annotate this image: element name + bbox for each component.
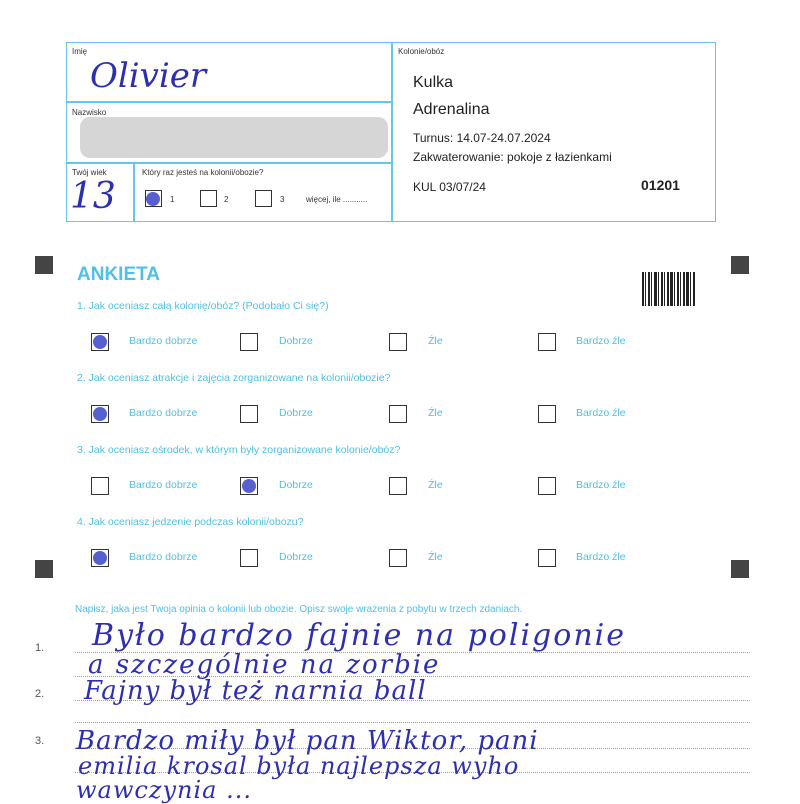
rating-checkmark (242, 479, 256, 493)
rating-checkbox[interactable] (538, 405, 556, 423)
handwritten-line-6: wawczynia ... (76, 776, 252, 804)
rating-option-label: Dobrze (279, 335, 313, 347)
rating-option-label: Dobrze (279, 479, 313, 491)
times-checkbox-3[interactable] (255, 190, 272, 207)
header-divider-age (133, 162, 135, 221)
question-text: 3. Jak oceniasz ośrodek, w którym były zorganizowane kolonie/obóz? (77, 444, 401, 456)
writing-line (75, 722, 750, 723)
times-mark-1 (146, 192, 160, 206)
rating-option-label: Bardzo dobrze (129, 407, 198, 419)
rating-option-label: Bardzo źle (576, 407, 626, 419)
times-option-2: 2 (224, 195, 229, 204)
rating-option-label: Bardzo źle (576, 479, 626, 491)
form-number: 01201 (641, 177, 680, 193)
rating-checkbox[interactable] (91, 477, 109, 495)
registration-marker (731, 256, 749, 274)
rating-checkmark (93, 407, 107, 421)
rating-checkbox[interactable] (389, 549, 407, 567)
rating-option-label: Źle (428, 551, 443, 563)
age-label: Twój wiek (72, 168, 107, 177)
opinion-prompt: Napisz, jaka jest Twoja opinia o kolonii lub obozie. Opisz swoje wrażenia z pobytu w trzech zdaniach. (75, 604, 523, 615)
rating-checkbox[interactable] (538, 477, 556, 495)
name-label: Imię (72, 47, 88, 56)
camp-label: Kolonie/obóz (398, 47, 445, 56)
rating-option-label: Źle (428, 335, 443, 347)
rating-checkbox[interactable] (240, 549, 258, 567)
rating-option-label: Bardzo dobrze (129, 551, 198, 563)
camp-code: KUL 03/07/24 (413, 180, 486, 194)
rating-checkbox[interactable] (389, 333, 407, 351)
registration-marker (731, 560, 749, 578)
times-label: Który raz jesteś na kolonii/obozie? (142, 168, 264, 177)
handwritten-line-5: emilia krosal była najlepsza wyho (78, 752, 520, 780)
handwritten-line-4: Bardzo miły był pan Wiktor, pani (76, 726, 539, 756)
rating-option-label: Źle (428, 407, 443, 419)
rating-checkmark (93, 335, 107, 349)
camp-name: Kulka (413, 74, 454, 91)
times-checkbox-2[interactable] (200, 190, 217, 207)
header-divider-2 (67, 162, 391, 164)
surname-label: Nazwisko (72, 108, 107, 117)
times-option-more: więcej, ile ........... (306, 195, 368, 204)
times-option-3: 3 (280, 195, 285, 204)
rating-option-label: Źle (428, 479, 443, 491)
registration-marker (35, 256, 53, 274)
rating-option-label: Bardzo źle (576, 335, 626, 347)
rating-checkbox[interactable] (538, 333, 556, 351)
rating-checkbox[interactable] (389, 477, 407, 495)
rating-option-label: Bardzo dobrze (129, 479, 198, 491)
registration-marker (35, 560, 53, 578)
times-option-1: 1 (170, 195, 175, 204)
surname-redaction (80, 117, 388, 158)
rating-checkbox[interactable] (389, 405, 407, 423)
handwritten-line-2: a szczególnie na zorbie (88, 650, 441, 680)
barcode-icon (642, 272, 695, 306)
rating-option-label: Dobrze (279, 551, 313, 563)
line-number-1: 1. (35, 642, 45, 654)
rating-option-label: Bardzo dobrze (129, 335, 198, 347)
age-handwritten: 13 (70, 176, 116, 217)
survey-title: ANKIETA (77, 264, 161, 285)
accommodation-text: Zakwaterowanie: pokoje z łazienkami (413, 150, 612, 164)
header-divider-1 (67, 101, 391, 103)
handwritten-line-3: Fajny był też narnia ball (84, 676, 427, 706)
question-text: 4. Jak oceniasz jedzenie podczas kolonii/obozu? (77, 516, 304, 528)
handwritten-line-1: Było bardzo fajnie na poligonie (92, 618, 626, 653)
line-number-2: 2. (35, 688, 45, 700)
line-number-3: 3. (35, 735, 45, 747)
rating-option-label: Bardzo źle (576, 551, 626, 563)
turnus-text: Turnus: 14.07-24.07.2024 (413, 131, 551, 145)
camp-program: Adrenalina (413, 101, 490, 118)
name-handwritten: Olivier (90, 56, 207, 96)
rating-checkmark (93, 551, 107, 565)
header-divider-vertical (391, 43, 393, 221)
question-text: 1. Jak oceniasz całą kolonię/obóz? (Podobało Ci się?) (77, 300, 329, 312)
question-text: 2. Jak oceniasz atrakcje i zajęcia zorganizowane na kolonii/obozie? (77, 372, 391, 384)
rating-checkbox[interactable] (240, 333, 258, 351)
rating-checkbox[interactable] (538, 549, 556, 567)
rating-option-label: Dobrze (279, 407, 313, 419)
rating-checkbox[interactable] (240, 405, 258, 423)
